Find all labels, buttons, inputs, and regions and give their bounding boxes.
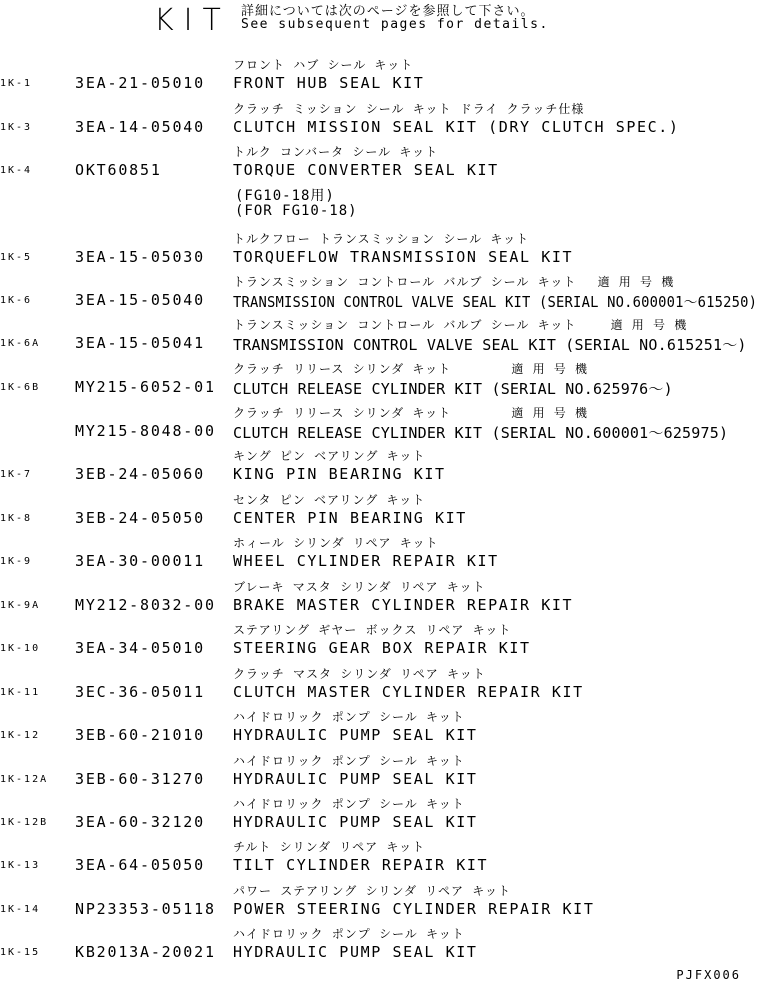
item-number: 1K-5 <box>0 252 33 263</box>
item-number: 1K-3 <box>0 122 33 133</box>
kit-description: BRAKE MASTER CYLINDER REPAIR KIT <box>233 596 574 614</box>
page-code: PJFX006 <box>676 968 741 982</box>
kit-description: CLUTCH MISSION SEAL KIT (DRY CLUTCH SPEC.) <box>233 118 680 136</box>
item-number: 1K-6 <box>0 295 33 306</box>
kit-row <box>0 578 759 622</box>
kit-name-japanese: トルクフロー トランスミッション シール キット <box>233 232 530 246</box>
kit-row <box>0 447 759 491</box>
kit-description: HYDRAULIC PUMP SEAL KIT <box>233 770 478 788</box>
kit-row <box>0 404 759 448</box>
page-title: KIT <box>154 3 231 38</box>
kit-name-japanese: チルト シリンダ リペア キット <box>233 840 426 854</box>
part-number: MY215-8048-00 <box>75 422 216 440</box>
kit-row <box>0 100 759 144</box>
kit-row <box>0 273 759 317</box>
part-number: 3EC-36-05011 <box>75 683 205 701</box>
part-number: 3EA-14-05040 <box>75 118 205 136</box>
kit-name-japanese: パワー ステアリング シリンダ リペア キット <box>233 884 511 898</box>
item-number: 1K-9 <box>0 556 33 567</box>
item-number: 1K-8 <box>0 513 33 524</box>
kit-name-japanese: ハイドロリック ポンプ シール キット <box>233 710 465 724</box>
part-number: MY212-8032-00 <box>75 596 216 614</box>
kit-name-japanese: ホィール シリンダ リペア キット <box>233 536 439 550</box>
kit-row <box>0 143 759 187</box>
kit-description: FRONT HUB SEAL KIT <box>233 74 425 92</box>
kit-description: HYDRAULIC PUMP SEAL KIT <box>233 813 478 831</box>
kit-description: HYDRAULIC PUMP SEAL KIT <box>233 943 478 961</box>
part-number: KB2013A-20021 <box>75 943 216 961</box>
part-number: 3EA-34-05010 <box>75 639 205 657</box>
kit-description: TRANSMISSION CONTROL VALVE SEAL KIT (SERIAL NO.615251～) <box>233 336 747 354</box>
kit-name-japanese: ハイドロリック ポンプ シール キット <box>233 927 465 941</box>
kit-description: POWER STEERING CYLINDER REPAIR KIT <box>233 900 595 918</box>
kit-description: TORQUEFLOW TRANSMISSION SEAL KIT <box>233 248 574 266</box>
item-number: 1K-12B <box>0 817 49 828</box>
kit-name-japanese: トルク コンバータ シール キット <box>233 145 439 159</box>
kit-row <box>0 56 759 100</box>
header-note-english: See subsequent pages for details. <box>241 17 549 32</box>
kit-name-japanese: ステアリング ギヤー ボックス リペア キット <box>233 623 512 637</box>
kit-row <box>0 621 759 665</box>
item-number: 1K-4 <box>0 165 33 176</box>
item-number: 1K-7 <box>0 469 33 480</box>
part-number: MY215-6052-01 <box>75 378 216 396</box>
kit-description: WHEEL CYLINDER REPAIR KIT <box>233 552 499 570</box>
part-number: 3EA-15-05040 <box>75 291 205 309</box>
item-number: 1K-6A <box>0 338 41 349</box>
kit-description: CLUTCH MASTER CYLINDER REPAIR KIT <box>233 683 584 701</box>
item-number: 1K-1 <box>0 78 33 89</box>
item-number: 1K-13 <box>0 860 41 871</box>
kit-description: TRANSMISSION CONTROL VALVE SEAL KIT (SERIAL NO.600001～615250) <box>233 293 758 311</box>
part-number: 3EA-21-05010 <box>75 74 205 92</box>
kit-description: TORQUE CONVERTER SEAL KIT <box>233 161 499 179</box>
kit-description: TILT CYLINDER REPAIR KIT <box>233 856 489 874</box>
part-number: 3EB-60-31270 <box>75 770 205 788</box>
kit-row <box>0 491 759 535</box>
kit-row <box>0 882 759 926</box>
kit-description: STEERING GEAR BOX REPAIR KIT <box>233 639 531 657</box>
part-number: OKT60851 <box>75 161 162 179</box>
item-number: 1K-6B <box>0 382 41 393</box>
item-number: 1K-15 <box>0 947 41 958</box>
kit-row <box>0 316 759 360</box>
kit-row <box>0 360 759 404</box>
kit-row <box>0 665 759 709</box>
part-number: 3EA-15-05041 <box>75 334 205 352</box>
kit-row <box>0 925 759 969</box>
kit-row <box>0 795 759 839</box>
item-number: 1K-12A <box>0 774 49 785</box>
part-number: 3EA-15-05030 <box>75 248 205 266</box>
part-number: 3EB-60-21010 <box>75 726 205 744</box>
kit-description: KING PIN BEARING KIT <box>233 465 446 483</box>
kit-name-japanese: トランスミッション コントロール バルブ シール キット 適 用 号 機 <box>233 275 675 289</box>
kit-description: CLUTCH RELEASE CYLINDER KIT (SERIAL NO.625976～) <box>233 380 673 398</box>
kit-name-japanese: ブレーキ マスタ シリンダ リペア キット <box>233 580 486 594</box>
part-number: 3EB-24-05050 <box>75 509 205 527</box>
kit-name-japanese: クラッチ リリース シリンダ キット 適 用 号 機 <box>233 362 589 376</box>
item-number: 1K-11 <box>0 687 41 698</box>
kit-name-japanese: ハイドロリック ポンプ シール キット <box>233 754 465 768</box>
applicability-note-japanese: (FG10-18用) <box>235 188 335 204</box>
part-number: 3EA-30-00011 <box>75 552 205 570</box>
kit-name-japanese: キング ピン ベアリング キット <box>233 449 426 463</box>
part-number: NP23353-05118 <box>75 900 216 918</box>
kit-name-japanese: トランスミッション コントロール バルブ シール キット 適 用 号 機 <box>233 318 688 332</box>
part-number: 3EA-64-05050 <box>75 856 205 874</box>
kit-name-japanese: ハイドロリック ポンプ シール キット <box>233 797 465 811</box>
kit-row <box>0 752 759 796</box>
kit-name-japanese: クラッチ マスタ シリンダ リペア キット <box>233 667 486 681</box>
kit-row <box>0 838 759 882</box>
part-number: 3EA-60-32120 <box>75 813 205 831</box>
item-number: 1K-10 <box>0 643 41 654</box>
item-number: 1K-9A <box>0 600 41 611</box>
kit-description: CENTER PIN BEARING KIT <box>233 509 467 527</box>
kit-row <box>0 534 759 578</box>
item-number: 1K-14 <box>0 904 41 915</box>
kit-name-japanese: センタ ピン ベアリング キット <box>233 493 426 507</box>
kit-name-japanese: フロント ハブ シール キット <box>233 58 414 72</box>
kit-name-japanese: クラッチ ミッション シール キット ドライ クラッチ仕様 <box>233 102 585 116</box>
kit-row <box>0 708 759 752</box>
kit-description: HYDRAULIC PUMP SEAL KIT <box>233 726 478 744</box>
header-note-japanese: 詳細については次のページを参照して下さい。 <box>241 4 535 19</box>
item-number: 1K-12 <box>0 730 41 741</box>
part-number: 3EB-24-05060 <box>75 465 205 483</box>
applicability-note-english: (FOR FG10-18) <box>235 203 358 219</box>
kit-name-japanese: クラッチ リリース シリンダ キット 適 用 号 機 <box>233 406 589 420</box>
kit-description: CLUTCH RELEASE CYLINDER KIT (SERIAL NO.600001～625975) <box>233 424 729 442</box>
kit-row <box>0 230 759 274</box>
